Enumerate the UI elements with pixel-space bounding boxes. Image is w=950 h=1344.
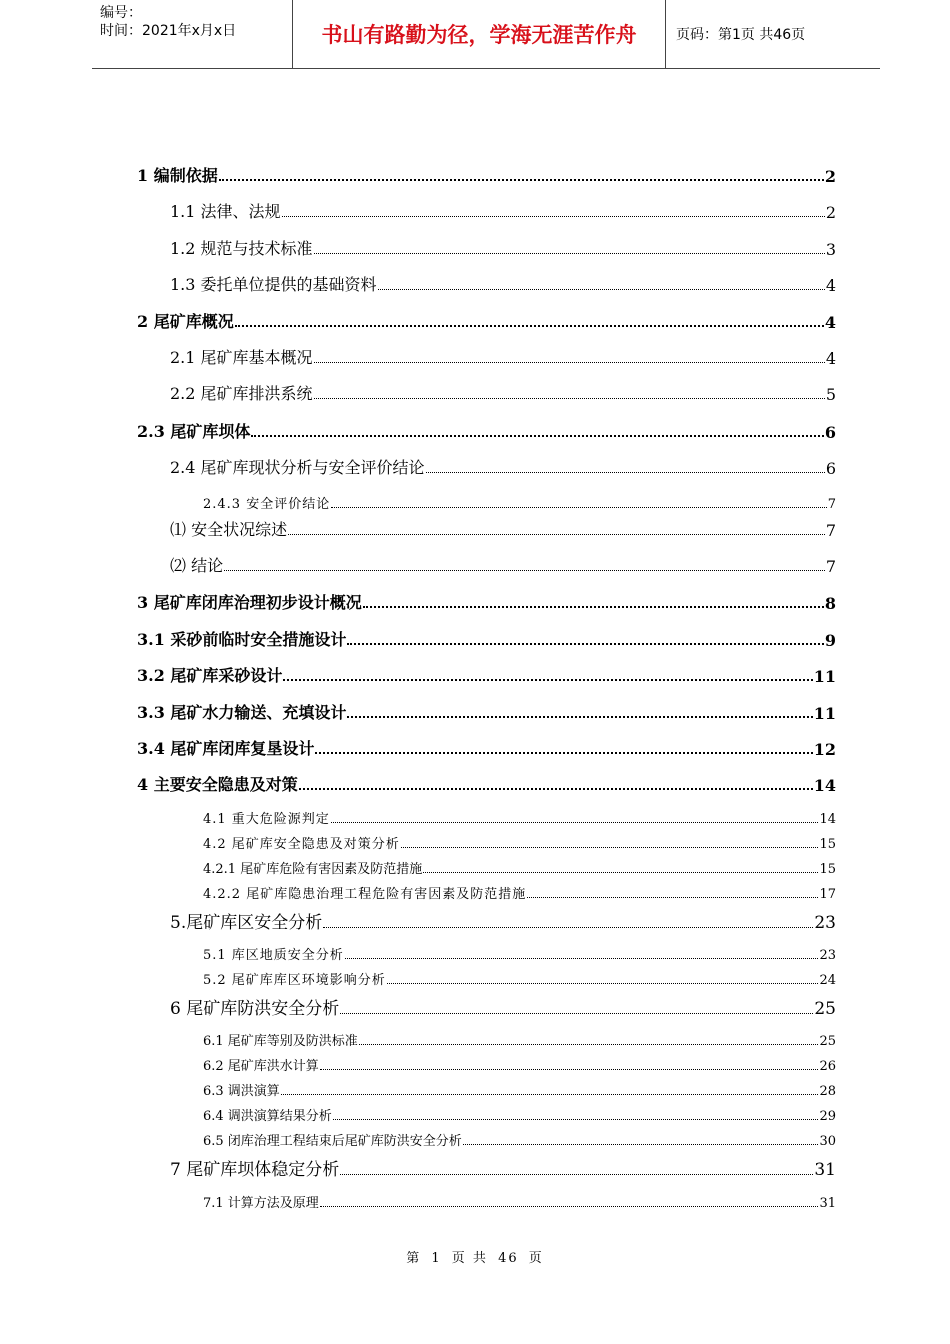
toc-leader <box>282 216 825 217</box>
toc-entry[interactable] <box>137 663 836 686</box>
toc-leader <box>363 606 824 608</box>
toc-entry[interactable] <box>137 736 836 759</box>
toc-entry-title: 4.2.2 尾矿库隐患治理工程危险有害因素及防范措施 <box>203 887 527 902</box>
toc-entry-page: 14 <box>819 812 836 827</box>
toc-entry[interactable] <box>137 309 836 332</box>
page-header <box>92 0 880 69</box>
toc-entry-title: 2 尾矿库概况 <box>137 312 234 331</box>
toc-entry-title: 7 尾矿库坝体稳定分析 <box>170 1160 340 1180</box>
toc-entry-title: 6.3 调洪演算 <box>203 1084 280 1099</box>
toc-leader <box>347 643 823 645</box>
toc-entry[interactable] <box>137 590 836 613</box>
toc-entry-page: 28 <box>819 1084 836 1099</box>
toc-entry-title: 6.4 调洪演算结果分析 <box>203 1109 332 1124</box>
toc-leader <box>219 179 824 181</box>
toc-entry-page: 31 <box>819 1196 836 1211</box>
toc-entry[interactable] <box>137 419 836 442</box>
toc-entry-title: 2.2 尾矿库排洪系统 <box>170 384 313 403</box>
toc-entry-title: ⑵ 结论 <box>170 556 224 575</box>
toc-leader <box>320 1069 819 1070</box>
toc-entry-title: 5.1 库区地质安全分析 <box>203 948 344 963</box>
toc-entry-page: 17 <box>819 887 836 902</box>
toc-entry-title: 7.1 计算方法及原理 <box>203 1196 319 1211</box>
toc-entry[interactable] <box>203 969 836 988</box>
toc-leader <box>345 958 819 959</box>
toc-entry[interactable] <box>203 883 836 902</box>
toc-entry[interactable] <box>137 700 836 723</box>
toc-entry-title: 1.2 规范与技术标准 <box>170 239 313 258</box>
toc-entry-page: 2 <box>824 167 836 186</box>
toc-entry-page: 4 <box>825 349 836 368</box>
toc-leader <box>314 362 825 363</box>
toc-entry[interactable] <box>137 772 836 795</box>
footer-middle: 页 共 <box>451 1251 488 1266</box>
toc-entry-title: 5.尾矿库区安全分析 <box>170 913 323 933</box>
toc-entry[interactable] <box>170 236 836 259</box>
toc-entry-page: 26 <box>819 1059 836 1074</box>
toc-entry-page: 29 <box>819 1109 836 1124</box>
toc-entry-title: 2.4.3 安全评价结论 <box>203 497 331 512</box>
toc-entry[interactable] <box>203 1030 836 1049</box>
toc-entry[interactable] <box>170 345 836 368</box>
toc-entry-page: 11 <box>813 704 836 723</box>
toc-entry-title: 2.3 尾矿库坝体 <box>137 422 251 441</box>
toc-entry-page: 7 <box>825 521 836 540</box>
toc-entry-page: 6 <box>825 459 836 478</box>
toc-leader <box>331 822 819 823</box>
toc-leader <box>299 788 813 790</box>
toc-entry-page: 2 <box>825 203 836 222</box>
toc-entry[interactable] <box>170 553 836 576</box>
toc-entry-page: 14 <box>813 776 836 795</box>
header-motto: 书山有路勤为径，学海无涯苦作舟 <box>321 23 637 47</box>
document-time-label: 时间：2021年x月x日 <box>100 23 237 39</box>
toc-entry-page: 6 <box>824 423 836 442</box>
toc-leader <box>359 1044 819 1045</box>
toc-entry[interactable] <box>203 493 836 512</box>
toc-leader <box>463 1144 819 1145</box>
toc-entry[interactable] <box>203 1130 836 1149</box>
toc-entry[interactable] <box>170 455 836 478</box>
toc-leader <box>401 847 819 848</box>
toc-leader <box>527 897 818 898</box>
toc-entry[interactable] <box>170 381 836 404</box>
footer-total-pages: 46 <box>498 1251 519 1266</box>
toc-leader <box>281 1094 819 1095</box>
toc-entry-title: 1.1 法律、法规 <box>170 202 281 221</box>
toc-entry-title: 2.1 尾矿库基本概况 <box>170 348 313 367</box>
toc-leader <box>331 507 827 508</box>
header-page-info: 页码：第1页 共46页 <box>676 27 806 43</box>
header-meta <box>100 4 236 40</box>
toc-leader <box>288 534 825 535</box>
toc-entry-title: 3.3 尾矿水力输送、充填设计 <box>137 703 347 722</box>
toc-leader <box>314 398 825 399</box>
toc-entry-page: 30 <box>819 1134 836 1149</box>
toc-entry[interactable] <box>203 1080 836 1099</box>
toc-entry[interactable] <box>170 1155 836 1180</box>
toc-entry-page: 9 <box>824 631 836 650</box>
toc-leader <box>315 752 812 754</box>
toc-entry[interactable] <box>170 994 836 1019</box>
toc-leader <box>340 1174 813 1175</box>
footer-current-page: 1 <box>431 1251 442 1266</box>
toc-leader <box>323 927 813 928</box>
toc-entry-title: 6 尾矿库防洪安全分析 <box>170 999 340 1019</box>
toc-entry-title: 1 编制依据 <box>137 166 218 185</box>
toc-entry[interactable] <box>203 858 836 877</box>
toc-entry[interactable] <box>137 627 836 650</box>
toc-entry[interactable] <box>203 1105 836 1124</box>
header-divider <box>665 0 666 68</box>
toc-entry[interactable] <box>170 272 836 295</box>
toc-entry-title: 4.2 尾矿库安全隐患及对策分析 <box>203 837 400 852</box>
toc-entry-title: ⑴ 安全状况综述 <box>170 520 288 539</box>
toc-entry[interactable] <box>203 944 836 963</box>
toc-leader <box>235 325 824 327</box>
toc-entry-title: 2.4 尾矿库现状分析与安全评价结论 <box>170 458 425 477</box>
toc-entry[interactable] <box>203 1055 836 1074</box>
toc-entry-page: 5 <box>825 385 836 404</box>
toc-entry[interactable] <box>170 199 836 222</box>
toc-entry[interactable] <box>203 1192 836 1211</box>
toc-entry-title: 4.2.1 尾矿库危险有害因素及防范措施 <box>203 862 423 877</box>
toc-entry-page: 23 <box>814 913 836 933</box>
toc-entry-page: 24 <box>819 973 836 988</box>
toc-entry-title: 4.1 重大危险源判定 <box>203 812 330 827</box>
toc-entry[interactable] <box>137 163 836 186</box>
toc-entry[interactable] <box>203 808 836 827</box>
toc-entry-page: 7 <box>825 557 836 576</box>
toc-entry-page: 25 <box>814 999 836 1019</box>
toc-entry[interactable] <box>203 833 836 852</box>
toc-entry-page: 15 <box>819 837 836 852</box>
toc-leader <box>224 570 825 571</box>
toc-entry[interactable] <box>170 517 836 540</box>
toc-leader <box>333 1119 819 1120</box>
toc-entry-page: 3 <box>825 240 836 259</box>
toc-entry-title: 6.1 尾矿库等别及防洪标准 <box>203 1034 358 1049</box>
toc-leader <box>423 872 818 873</box>
footer-prefix: 第 <box>406 1251 422 1266</box>
toc-leader <box>320 1206 819 1207</box>
toc-entry-page: 11 <box>813 667 836 686</box>
toc-leader <box>347 716 812 718</box>
toc-entry-title: 6.2 尾矿库洪水计算 <box>203 1059 319 1074</box>
toc-entry-page: 15 <box>819 862 836 877</box>
footer-suffix: 页 <box>528 1251 544 1266</box>
toc-leader <box>340 1013 813 1014</box>
toc-entry-title: 1.3 委托单位提供的基础资料 <box>170 275 377 294</box>
toc-entry-title: 3.2 尾矿库采砂设计 <box>137 666 283 685</box>
toc-entry-page: 31 <box>814 1160 836 1180</box>
document-number-label: 编号： <box>100 5 142 21</box>
toc-leader <box>314 253 825 254</box>
toc-entry-page: 8 <box>824 594 836 613</box>
toc-entry-title: 4 主要安全隐患及对策 <box>137 775 298 794</box>
toc-entry-page: 12 <box>813 740 836 759</box>
toc-entry-title: 3.4 尾矿库闭库复垦设计 <box>137 739 315 758</box>
toc-leader <box>251 435 823 437</box>
toc-entry-title: 6.5 闭库治理工程结束后尾矿库防洪安全分析 <box>203 1134 462 1149</box>
toc-entry-title: 3.1 采砂前临时安全措施设计 <box>137 630 347 649</box>
toc-entry-page: 4 <box>825 276 836 295</box>
toc-entry-page: 25 <box>819 1034 836 1049</box>
toc-entry-page: 7 <box>827 497 836 512</box>
toc-entry[interactable] <box>170 908 836 933</box>
page-footer <box>0 1247 950 1266</box>
toc-leader <box>387 983 819 984</box>
toc-leader <box>283 679 812 681</box>
toc-leader <box>426 472 825 473</box>
toc-entry-title: 3 尾矿库闭库治理初步设计概况 <box>137 593 362 612</box>
toc-entry-title: 5.2 尾矿库库区环境影响分析 <box>203 973 386 988</box>
toc-leader <box>378 289 825 290</box>
toc-entry-page: 23 <box>819 948 836 963</box>
toc-entry-page: 4 <box>824 313 836 332</box>
